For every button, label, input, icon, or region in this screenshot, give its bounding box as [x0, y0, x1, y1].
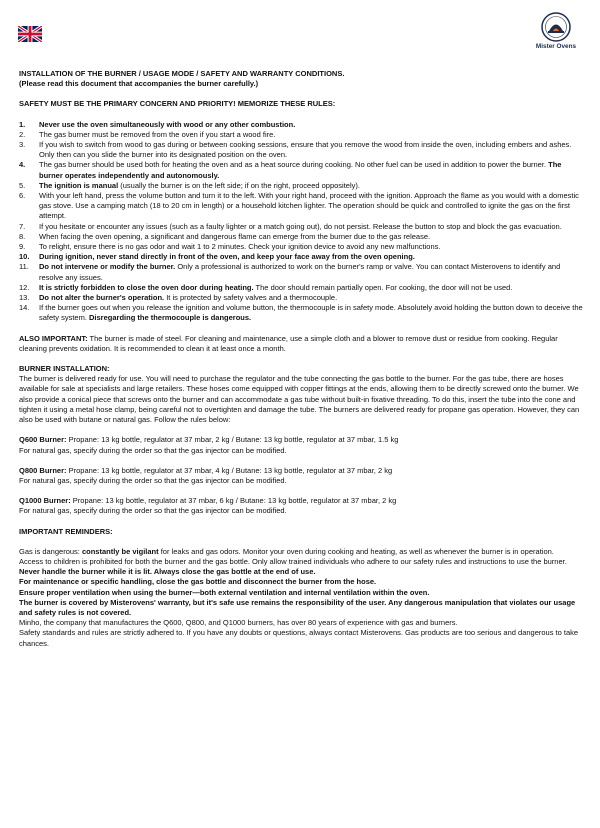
rule-item: 3. If you wish to switch from wood to gas during or between cooking sessions, ensure that you remove the wood from inside the oven, including embers and ashes. Only then can you slide the burner into its designated position on the oven.	[19, 140, 572, 160]
reminder-line: Safety standards and rules are strictly adhered to. If you have any doubts or questions, always contact Misterovens. Gas products are too serious and dangerous to take chances.	[19, 628, 579, 648]
reminders-heading: IMPORTANT REMINDERS:	[19, 526, 113, 536]
model-q600: Q600 Burner: Propane: 13 kg bottle, regulator at 37 mbar, 2 kg / Butane: 13 kg bottle, regulator at 37 mbar, 1.5 kg For natural gas, specify during the order so that the gas injector can be modified.	[19, 435, 399, 455]
installation-paragraph: The burner is delivered ready for use. You will need to purchase the regulator and the tube connecting the gas bottle to the burner. For the gas tube, there are hoses available for sale at specialists and large retailers. These hoses come equipped with copper fittings at the ends, allowing them to be directly screwed onto the burner. We also provide a conical piece that screws onto the burner and can accommodate a gas tube without built-in fixative threading. To do this, insert the tube into the cone and tighten it using a metal hose clamp, being careful not to overtighten and damage the tube. The burners are delivered ready for propane gas operation. However, they can also be used with butane or natural gas. Follow the rules below:	[19, 374, 580, 425]
also-important-paragraph: ALSO IMPORTANT: The burner is made of steel. For cleaning and maintenance, use a simple cloth and a blower to remove dust or residue from cooking. Regular cleaning prevents oxidation. It is recommended to clean it at least once a month.	[19, 333, 558, 353]
reminder-line: For maintenance or specific handling, close the gas bottle and disconnect the burner from the hose.	[19, 577, 377, 587]
reminder-line: Minho, the company that manufactures the Q600, Q800, and Q1000 burners, has over 80 years of experience with gas and burners.	[19, 618, 458, 628]
model-q1000: Q1000 Burner: Propane: 13 kg bottle, regulator at 37 mbar, 6 kg / Butane: 13 kg bottle, regulator at 37 mbar, 2 kg For natural gas, specify during the order so that the gas injector can be modified.	[19, 496, 397, 516]
rule-item: 14. If the burner goes out when you release the ignition and volume button, the thermocouple is in safety mode. Absolutely avoid holding the button down to deceive the safety system. Disregarding the thermocouple is dangerous.	[19, 303, 583, 323]
safety-heading: SAFETY MUST BE THE PRIMARY CONCERN AND PRIORITY! MEMORIZE THESE RULES:	[19, 99, 336, 109]
reminder-line: The burner is covered by Misterovens' warranty, but it's safe use remains the responsibility of the user. Any dangerous manipulation that violates our usage and safety rules is not covered.	[19, 597, 576, 617]
brand-name: Mister Ovens	[535, 43, 577, 50]
reminder-line: Never handle the burner while it is lit. Always close the gas bottle at the end of use.	[19, 567, 316, 577]
model-q800: Q800 Burner: Propane: 13 kg bottle, regulator at 37 mbar, 4 kg / Butane: 13 kg bottle, regulator at 37 mbar, 2 kg For natural gas, specify during the order so that the gas injector can be modified.	[19, 465, 393, 485]
rule-item: 10. During ignition, never stand directly in front of the oven, and keep your face away from the oven opening.	[19, 252, 415, 262]
rule-item: 9. To relight, ensure there is no gas odor and wait 1 to 2 minutes. Check your ignition device to avoid any new malfunctions.	[19, 242, 441, 252]
reminder-line: Gas is dangerous: constantly be vigilant for leaks and gas odors. Monitor your oven during cooking and heating, as well as whenever the burner is in operation.	[19, 546, 554, 556]
doc-title: INSTALLATION OF THE BURNER / USAGE MODE / SAFETY AND WARRANTY CONDITIONS.	[19, 69, 345, 78]
uk-flag-icon	[18, 26, 42, 42]
reminder-line: Access to children is prohibited for both the burner and the gas bottle. Only allow trained individuals who adhere to our safety rules and instructions to use the burner.	[19, 556, 567, 566]
reminders-block	[19, 547, 583, 649]
rule-item: 6. With your left hand, press the volume button and turn it to the left. With your right hand, proceed with the ignition. Approach the flame as you would with a domestic gas stove. Use a camping match (18 to 20 cm in length) or a household kitchen lighter. The operation should be quick and controlled to ignite the gas on the first attempt.	[19, 191, 579, 221]
installation-heading: BURNER INSTALLATION:	[19, 364, 110, 374]
safety-rules-list	[19, 120, 583, 324]
rule-item: 13. Do not alter the burner's operation. It is protected by safety valves and a thermocouple.	[19, 293, 338, 303]
document-body	[19, 69, 583, 649]
rule-item: 1. Never use the oven simultaneously with wood or any other combustion.	[19, 119, 296, 129]
rule-item: 7. If you hesitate or encounter any issues (such as a faulty lighter or a match going out), do not persist. Release the button to stop and block the gas evacuation.	[19, 221, 562, 231]
rule-item: 11. Do not intervene or modify the burner. Only a professional is authorized to work on the burner's ramp or valve. You can contact Misterovens to identify and resolve any issues.	[19, 262, 561, 282]
oven-logo-icon	[541, 12, 571, 42]
rule-item: 5. The ignition is manual (usually the burner is on the left side; if on the right, proceed oppositely).	[19, 180, 360, 190]
doc-subtitle: (Please read this document that accompanies the burner carefully.)	[19, 79, 259, 89]
rule-item: 2. The gas burner must be removed from the oven if you start a wood fire.	[19, 129, 276, 139]
rule-item: 12. It is strictly forbidden to close the oven door during heating. The door should remain partially open. For cooking, the door will not be used.	[19, 282, 513, 292]
rule-item: 4. The gas burner should be used both for heating the oven and as a heat source during cooking. No other fuel can be used in addition to power the burner. The burner operates independently and autonomously.	[19, 160, 562, 180]
reminder-line: Ensure proper ventilation when using the burner—both external ventilation and internal ventilation within the oven.	[19, 587, 430, 597]
brand-logo	[532, 12, 580, 50]
rule-item: 8. When facing the oven opening, a significant and dangerous flame can emerge from the burner due to the gas release.	[19, 231, 431, 241]
